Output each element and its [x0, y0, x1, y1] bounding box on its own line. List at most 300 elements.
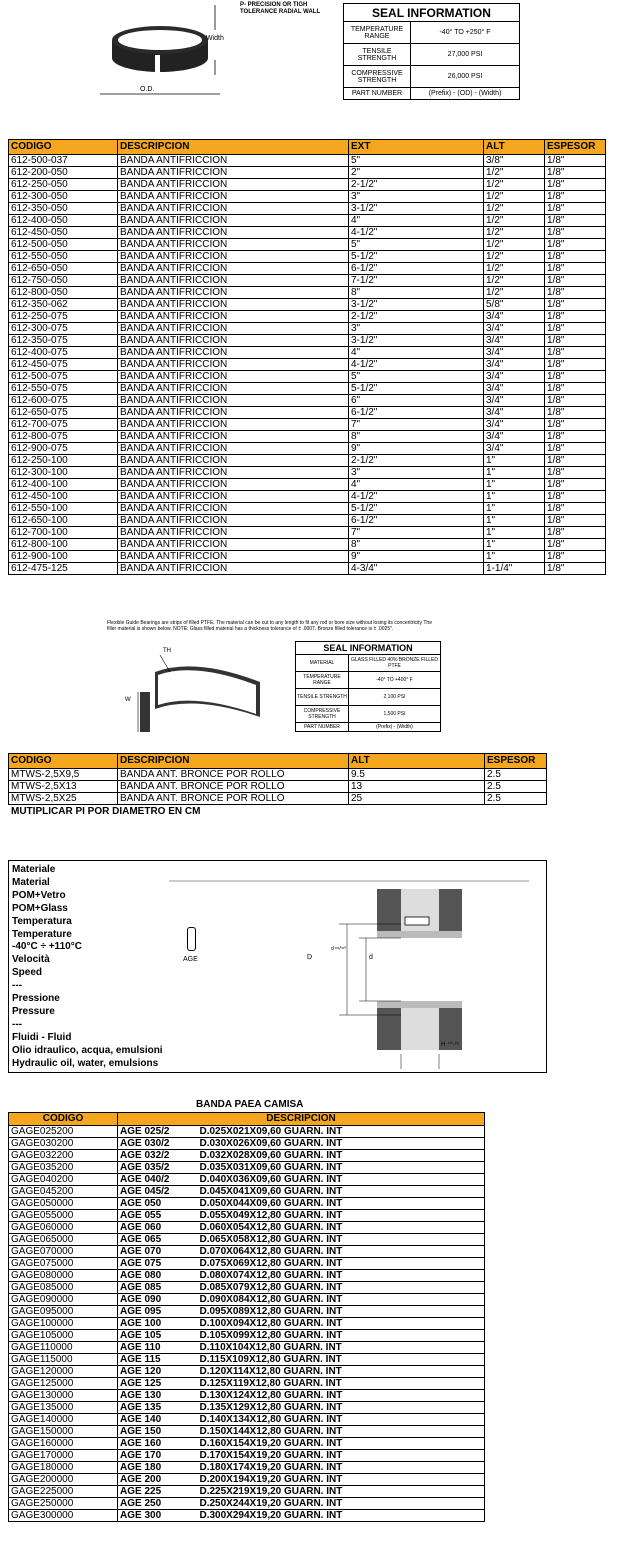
table-cell: BANDA ANTIFRICCION — [118, 431, 349, 443]
table-cell: 1/8" — [545, 563, 606, 575]
table-cell: GAGE125000 — [9, 1378, 118, 1390]
table-cell: 612-450-075 — [9, 359, 118, 371]
table-cell: 9" — [349, 443, 484, 455]
h-label: H ⁺⁰·²⁵ — [441, 1042, 460, 1048]
table-row — [9, 491, 606, 503]
table-cell: AGE 225 — [118, 1486, 198, 1498]
table-cell: 1-1/4" — [484, 563, 545, 575]
banda-camisa-title: BANDA PAEA CAMISA — [196, 1099, 304, 1110]
table-cell: D.105X099X12,80 GUARN. INT — [198, 1330, 485, 1342]
table-cell: GAGE075000 — [9, 1258, 118, 1270]
table-cell: D.125X119X12,80 GUARN. INT — [198, 1378, 485, 1390]
table-cell: D.170X154X19,20 GUARN. INT — [198, 1450, 485, 1462]
table-cell: AGE 300 — [118, 1510, 198, 1522]
seal-key: PART NUMBER — [344, 88, 411, 99]
table-cell: GAGE105000 — [9, 1330, 118, 1342]
table-cell: D.160X154X19,20 GUARN. INT — [198, 1438, 485, 1450]
table-cell: 5/8" — [484, 299, 545, 311]
table-cell: BANDA ANTIFRICCION — [118, 539, 349, 551]
table-cell: BANDA ANTIFRICCION — [118, 155, 349, 167]
roll-diagram — [120, 647, 270, 737]
table-cell: 3/4" — [484, 311, 545, 323]
seal-key: TENSILE STRENGTH — [344, 44, 411, 65]
table-cell: GAGE055000 — [9, 1210, 118, 1222]
od-label: O.D. — [140, 86, 155, 93]
column-header: ESPESOR — [545, 140, 606, 155]
table-row — [9, 1330, 485, 1342]
legend-line: --- — [12, 1018, 22, 1030]
table-cell: 1/2" — [484, 179, 545, 191]
table-cell: AGE 050 — [118, 1198, 198, 1210]
table-cell: GAGE300000 — [9, 1510, 118, 1522]
table-cell: BANDA ANTIFRICCION — [118, 455, 349, 467]
table-cell: 3/4" — [484, 383, 545, 395]
multiplicar-note: MUTIPLICAR PI POR DIAMETRO EN CM — [11, 806, 201, 817]
table-cell: D.040X036X09,60 GUARN. INT — [198, 1174, 485, 1186]
table-cell: 612-350-075 — [9, 335, 118, 347]
table-cell: BANDA ANTIFRICCION — [118, 191, 349, 203]
seal-value: -40° TO +250° F — [439, 29, 491, 36]
legend-line: Pressione — [12, 993, 60, 1005]
table-cell: AGE 120 — [118, 1366, 198, 1378]
table-row — [9, 1270, 485, 1282]
table-cell: BANDA ANTIFRICCION — [118, 311, 349, 323]
column-header: ESPESOR — [485, 754, 547, 769]
table-cell: 1/8" — [545, 431, 606, 443]
table-cell: 4-3/4" — [349, 563, 484, 575]
table-cell: D.075X069X12,80 GUARN. INT — [198, 1258, 485, 1270]
table-cell: GAGE250000 — [9, 1498, 118, 1510]
flexible-guide-note: Flexible Guide Bearings are strips of filled PTFE. The material can be cut to any length to fit any rod or bore size without losing its concentricity The filler material is shown below. NOTE: Glass filled material has a thickness tolerance of ± .0007. Bronze filled tolerance is ± .0025". — [107, 620, 432, 632]
table-cell: 1/2" — [484, 167, 545, 179]
table-cell: 612-800-100 — [9, 539, 118, 551]
table-cell: GAGE225000 — [9, 1486, 118, 1498]
table-cell: MTWS-2,5X13 — [9, 781, 118, 793]
table-cell: 8" — [349, 539, 484, 551]
table-cell: 3" — [349, 467, 484, 479]
table-cell: D.110X104X12,80 GUARN. INT — [198, 1342, 485, 1354]
table-cell: 612-750-050 — [9, 275, 118, 287]
table-cell: D.180X174X19,20 GUARN. INT — [198, 1462, 485, 1474]
seal-value: (Prefix) - (OD) - (Width) — [428, 90, 502, 97]
table-cell: BANDA ANTIFRICCION — [118, 167, 349, 179]
table-cell: 1/8" — [545, 395, 606, 407]
table-row — [9, 1294, 485, 1306]
table-cell: 4-1/2" — [349, 227, 484, 239]
table-cell: AGE 150 — [118, 1426, 198, 1438]
table-cell: 3/4" — [484, 431, 545, 443]
table-cell: 1" — [484, 515, 545, 527]
table-cell: 6" — [349, 395, 484, 407]
table-cell: 612-300-100 — [9, 467, 118, 479]
table-cell: GAGE110000 — [9, 1342, 118, 1354]
table-cell: AGE 075 — [118, 1258, 198, 1270]
seal-value: 1,500 PSI — [383, 711, 406, 717]
table-row — [9, 215, 606, 227]
legend-line: Hydraulic oil, water, emulsions — [12, 1057, 159, 1069]
d-label: D — [307, 954, 313, 961]
legend-line: Olio idraulico, acqua, emulsioni — [12, 1044, 163, 1056]
table-cell: 1/2" — [484, 227, 545, 239]
table-cell: 1/8" — [545, 527, 606, 539]
table-cell: 3/4" — [484, 395, 545, 407]
table-cell: D.135X129X12,80 GUARN. INT — [198, 1402, 485, 1414]
table-cell: 2-1/2" — [349, 179, 484, 191]
table-row — [9, 263, 606, 275]
table-cell: AGE 080 — [118, 1270, 198, 1282]
table-cell: AGE 200 — [118, 1474, 198, 1486]
table-cell: GAGE085000 — [9, 1282, 118, 1294]
table-cell: 612-450-100 — [9, 491, 118, 503]
table-cell: D.120X114X12,80 GUARN. INT — [198, 1366, 485, 1378]
table-row — [9, 1450, 485, 1462]
table-cell: 612-250-050 — [9, 179, 118, 191]
table-cell: BANDA ANTIFRICCION — [118, 395, 349, 407]
table-cell: 4" — [349, 479, 484, 491]
table-cell: 1/8" — [545, 251, 606, 263]
table-cell: D.060X054X12,80 GUARN. INT — [198, 1222, 485, 1234]
table-row — [9, 551, 606, 563]
table-cell: 6-1/2" — [349, 407, 484, 419]
table-cell: 9.5 — [349, 769, 485, 781]
seal-value: GLASS FILLED 40% BRONZE FILLED PTFE — [351, 657, 438, 669]
table-cell: D.300X294X19,20 GUARN. INT — [198, 1510, 485, 1522]
legend-text — [12, 864, 163, 1071]
table-cell: 1" — [484, 455, 545, 467]
table-cell: 612-550-100 — [9, 503, 118, 515]
table-cell: 612-600-075 — [9, 395, 118, 407]
table-cell: AGE 140 — [118, 1414, 198, 1426]
seal-key: TENSILE STRENGTH — [296, 689, 349, 705]
w-label: W — [125, 697, 131, 703]
table-row — [9, 455, 606, 467]
column-header: CODIGO — [9, 1113, 118, 1126]
table-row — [9, 335, 606, 347]
table-cell: 1" — [484, 539, 545, 551]
table-row — [9, 1150, 485, 1162]
table-cell: GAGE115000 — [9, 1354, 118, 1366]
table-cell: 612-500-050 — [9, 239, 118, 251]
table-cell: 612-300-075 — [9, 323, 118, 335]
seal-title: SEAL INFORMATION — [344, 4, 519, 22]
table-cell: BANDA ANTIFRICCION — [118, 227, 349, 239]
table-row — [9, 155, 606, 167]
legend-line: -40°C ÷ +110°C — [12, 941, 82, 953]
seal-key: COMPRESSIVE STRENGTH — [344, 66, 411, 87]
table-cell: 1/2" — [484, 191, 545, 203]
table-cell: AGE 095 — [118, 1306, 198, 1318]
table-cell: AGE 030/2 — [118, 1138, 198, 1150]
table-cell: 1/8" — [545, 515, 606, 527]
table-cell: BANDA ANTIFRICCION — [118, 563, 349, 575]
table-cell: BANDA ANTIFRICCION — [118, 527, 349, 539]
table-cell: 1/8" — [545, 239, 606, 251]
banda-bronce-table — [8, 753, 547, 805]
table-cell: 612-475-125 — [9, 563, 118, 575]
table-row — [9, 515, 606, 527]
table-cell: MTWS-2,5X9,5 — [9, 769, 118, 781]
table-cell: 1/2" — [484, 263, 545, 275]
table-row — [9, 251, 606, 263]
table-cell: 3/4" — [484, 359, 545, 371]
table-row — [9, 1462, 485, 1474]
table-cell: GAGE045200 — [9, 1186, 118, 1198]
table-cell: 1/8" — [545, 311, 606, 323]
table-cell: 8" — [349, 431, 484, 443]
table-cell: GAGE120000 — [9, 1366, 118, 1378]
table-cell: MTWS-2,5X25 — [9, 793, 118, 805]
table-cell: 5" — [349, 371, 484, 383]
column-header: DESCRIPCION — [118, 140, 349, 155]
table-cell: 1/8" — [545, 179, 606, 191]
d2-label: d — [369, 954, 373, 961]
table-row — [9, 1402, 485, 1414]
seal-key: MATERIAL — [296, 655, 349, 671]
age-cross-section — [169, 869, 529, 1069]
table-cell: 3/4" — [484, 323, 545, 335]
table-cell: GAGE135000 — [9, 1402, 118, 1414]
table-row — [9, 1414, 485, 1426]
table-cell: BANDA ANTIFRICCION — [118, 419, 349, 431]
seal-value: 27,000 PSI — [447, 51, 483, 58]
table-row — [9, 275, 606, 287]
table-cell: BANDA ANTIFRICCION — [118, 215, 349, 227]
table-cell: D.032X028X09,60 GUARN. INT — [198, 1150, 485, 1162]
table-cell: 612-200-050 — [9, 167, 118, 179]
table-cell: 3/4" — [484, 335, 545, 347]
seal-information-box-2 — [295, 641, 441, 732]
table-cell: AGE 170 — [118, 1450, 198, 1462]
table-cell: AGE 085 — [118, 1282, 198, 1294]
table-cell: GAGE065000 — [9, 1234, 118, 1246]
table-cell: GAGE050000 — [9, 1198, 118, 1210]
table-cell: 1" — [484, 503, 545, 515]
table-cell: 612-400-050 — [9, 215, 118, 227]
table-cell: AGE 105 — [118, 1330, 198, 1342]
table-cell: 1/8" — [545, 263, 606, 275]
table-cell: GAGE090000 — [9, 1294, 118, 1306]
table-cell: 7-1/2" — [349, 275, 484, 287]
table-cell: D.250X244X19,20 GUARN. INT — [198, 1498, 485, 1510]
table-cell: BANDA ANTIFRICCION — [118, 251, 349, 263]
table-cell: 1/8" — [545, 491, 606, 503]
table-row — [9, 431, 606, 443]
legend-line: Velocità — [12, 954, 50, 966]
column-header: EXT — [349, 140, 484, 155]
table-cell: D.130X124X12,80 GUARN. INT — [198, 1390, 485, 1402]
table-cell: 3/8" — [484, 155, 545, 167]
table-cell: BANDA ANTIFRICCION — [118, 443, 349, 455]
table-cell: BANDA ANTIFRICCION — [118, 179, 349, 191]
table-cell: 3" — [349, 323, 484, 335]
table-cell: BANDA ANTIFRICCION — [118, 275, 349, 287]
table-cell: 612-450-050 — [9, 227, 118, 239]
table-cell: AGE 065 — [118, 1234, 198, 1246]
table-row — [9, 1138, 485, 1150]
table-cell: 1/2" — [484, 275, 545, 287]
legend-line: Pressure — [12, 1005, 55, 1017]
table-cell: GAGE170000 — [9, 1450, 118, 1462]
table-row — [9, 167, 606, 179]
table-cell: GAGE025200 — [9, 1126, 118, 1138]
table-cell: 1/8" — [545, 419, 606, 431]
column-header: ALT — [484, 140, 545, 155]
table-cell: 2" — [349, 167, 484, 179]
table-cell: 1/8" — [545, 359, 606, 371]
banda-antifriccion-table — [8, 139, 606, 575]
table-cell: D.055X049X12,80 GUARN. INT — [198, 1210, 485, 1222]
seal-value: (Prefix) - (Width) — [376, 724, 413, 730]
table-cell: GAGE070000 — [9, 1246, 118, 1258]
table-cell: BANDA ANTIFRICCION — [118, 299, 349, 311]
seal-key: PART NUMBER — [296, 723, 349, 731]
table-cell: 1/8" — [545, 467, 606, 479]
table-cell: BANDA ANT. BRONCE POR ROLLO — [118, 793, 349, 805]
table-row — [9, 1390, 485, 1402]
table-cell: D.150X144X12,80 GUARN. INT — [198, 1426, 485, 1438]
table-cell: 1" — [484, 551, 545, 563]
table-cell: 7" — [349, 527, 484, 539]
table-row — [9, 1438, 485, 1450]
table-cell: D.115X109X12,80 GUARN. INT — [198, 1354, 485, 1366]
table-cell: 3/4" — [484, 419, 545, 431]
table-row — [9, 383, 606, 395]
table-cell: BANDA ANTIFRICCION — [118, 467, 349, 479]
table-cell: 1/8" — [545, 407, 606, 419]
table-cell: AGE 130 — [118, 1390, 198, 1402]
table-row — [9, 419, 606, 431]
table-row — [9, 371, 606, 383]
table-cell: BANDA ANTIFRICCION — [118, 491, 349, 503]
table-cell: 612-800-075 — [9, 431, 118, 443]
table-row — [9, 1126, 485, 1138]
table-cell: 1/8" — [545, 347, 606, 359]
table-cell: 1" — [484, 491, 545, 503]
table-cell: BANDA ANTIFRICCION — [118, 203, 349, 215]
table-cell: BANDA ANTIFRICCION — [118, 551, 349, 563]
d-tolerance-label: d ʰ⁸/ʰ¹⁰ — [331, 946, 347, 952]
legend-line: --- — [12, 980, 22, 992]
table-cell: 612-650-075 — [9, 407, 118, 419]
table-cell: D.085X079X12,80 GUARN. INT — [198, 1282, 485, 1294]
table-row — [9, 793, 547, 805]
table-cell: 612-800-050 — [9, 287, 118, 299]
table-row — [9, 287, 606, 299]
table-row — [9, 1342, 485, 1354]
table-cell: 1/2" — [484, 203, 545, 215]
seal-value: 26,000 PSI — [447, 73, 483, 80]
table-cell: 1/8" — [545, 551, 606, 563]
table-cell: AGE 110 — [118, 1342, 198, 1354]
table-row — [9, 563, 606, 575]
column-header: DESCRIPCION — [118, 1113, 485, 1126]
table-cell: 3-1/2" — [349, 299, 484, 311]
table-cell: BANDA ANTIFRICCION — [118, 383, 349, 395]
table-cell: D.200X194X19,20 GUARN. INT — [198, 1474, 485, 1486]
table-cell: 1/8" — [545, 155, 606, 167]
table-cell: AGE 090 — [118, 1294, 198, 1306]
table-cell: GAGE100000 — [9, 1318, 118, 1330]
table-row — [9, 443, 606, 455]
table-cell: D.070X064X12,80 GUARN. INT — [198, 1246, 485, 1258]
legend-line: Material — [12, 876, 50, 888]
seal-key: COMPRESSIVE STRENGTH — [296, 706, 349, 722]
table-cell: 612-550-075 — [9, 383, 118, 395]
table-cell: 1/8" — [545, 503, 606, 515]
legend-line: POM+Vetro — [12, 889, 66, 901]
table-cell: AGE 135 — [118, 1402, 198, 1414]
table-cell: GAGE200000 — [9, 1474, 118, 1486]
table-row — [9, 1246, 485, 1258]
table-cell: 1/8" — [545, 443, 606, 455]
table-row — [9, 1426, 485, 1438]
table-cell: 4" — [349, 215, 484, 227]
table-row — [9, 347, 606, 359]
ring-drawing — [95, 0, 245, 100]
seal-title: SEAL INFORMATION — [296, 642, 440, 655]
table-cell: 612-900-075 — [9, 443, 118, 455]
legend-line: POM+Glass — [12, 902, 68, 914]
table-cell: 6-1/2" — [349, 263, 484, 275]
table-cell: D.095X089X12,80 GUARN. INT — [198, 1306, 485, 1318]
table-cell: GAGE032200 — [9, 1150, 118, 1162]
width-label: Width — [206, 35, 224, 42]
table-row — [9, 479, 606, 491]
table-cell: 4-1/2" — [349, 491, 484, 503]
table-cell: AGE 035/2 — [118, 1162, 198, 1174]
table-cell: 5" — [349, 239, 484, 251]
table-row — [9, 1210, 485, 1222]
table-cell: AGE 250 — [118, 1498, 198, 1510]
legend-line: Speed — [12, 967, 43, 979]
table-cell: 3-1/2" — [349, 203, 484, 215]
table-row — [9, 539, 606, 551]
table-row — [9, 1306, 485, 1318]
table-cell: 2-1/2" — [349, 311, 484, 323]
table-cell: BANDA ANTIFRICCION — [118, 479, 349, 491]
table-row — [9, 1198, 485, 1210]
table-cell: GAGE160000 — [9, 1438, 118, 1450]
table-cell: BANDA ANT. BRONCE POR ROLLO — [118, 781, 349, 793]
table-row — [9, 1354, 485, 1366]
table-row — [9, 1498, 485, 1510]
table-cell: 1/8" — [545, 275, 606, 287]
seal-information-box — [343, 3, 520, 100]
table-cell: 3/4" — [484, 443, 545, 455]
table-cell: 612-250-100 — [9, 455, 118, 467]
table-cell: 3/4" — [484, 407, 545, 419]
table-cell: 6-1/2" — [349, 515, 484, 527]
table-row — [9, 1378, 485, 1390]
table-cell: 1" — [484, 467, 545, 479]
table-row — [9, 769, 547, 781]
legend-line: Temperatura — [12, 915, 72, 927]
table-cell: 1/2" — [484, 239, 545, 251]
table-cell: BANDA ANTIFRICCION — [118, 359, 349, 371]
table-cell: 2-1/2" — [349, 455, 484, 467]
table-cell: BANDA ANTIFRICCION — [118, 503, 349, 515]
table-cell: AGE 160 — [118, 1438, 198, 1450]
table-row — [9, 239, 606, 251]
table-cell: 1/8" — [545, 479, 606, 491]
table-row — [9, 503, 606, 515]
table-cell: 1" — [484, 479, 545, 491]
table-cell: 612-650-100 — [9, 515, 118, 527]
table-cell: BANDA ANTIFRICCION — [118, 371, 349, 383]
table-row — [9, 1510, 485, 1522]
table-cell: BANDA ANTIFRICCION — [118, 323, 349, 335]
table-row — [9, 323, 606, 335]
